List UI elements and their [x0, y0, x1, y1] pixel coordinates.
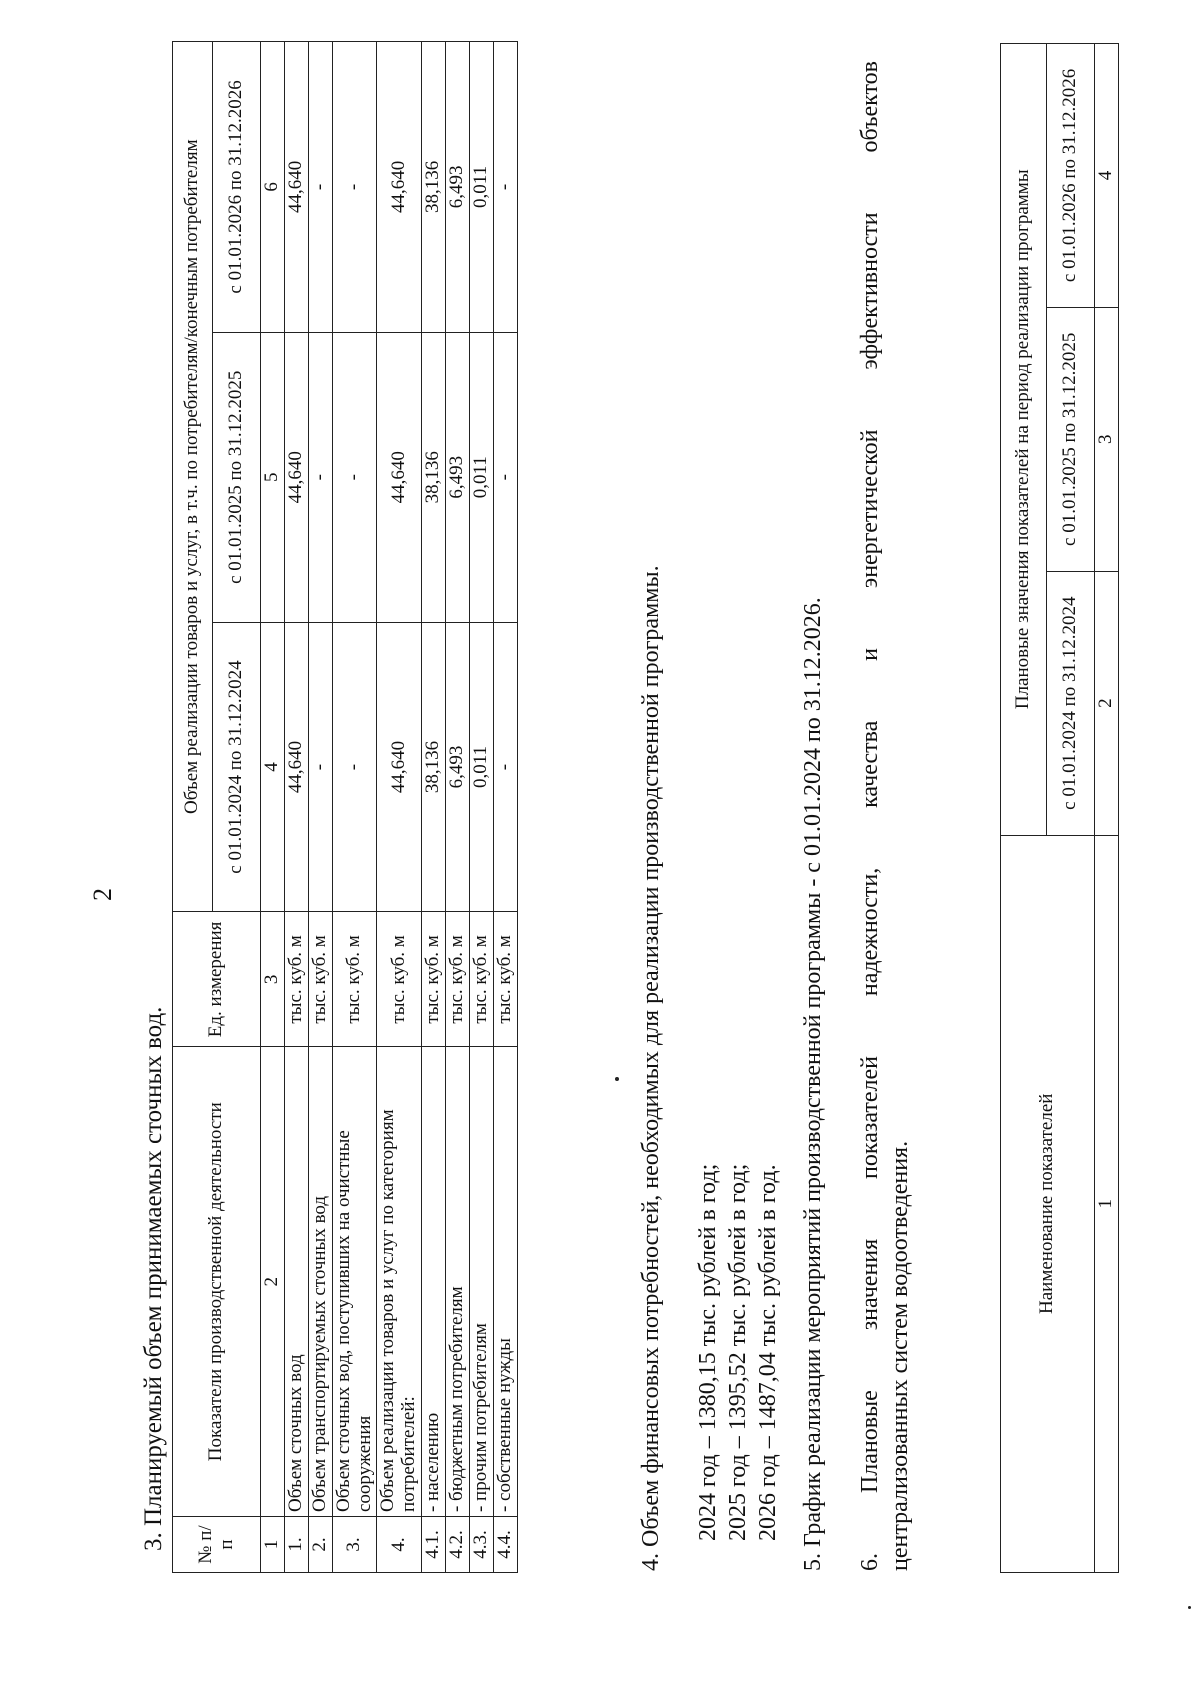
- section6-paragraph: [855, 61, 915, 1571]
- header-period-2026: с 01.01.2026 по 31.12.2026: [213, 42, 261, 333]
- header-num: № п/п: [173, 1517, 261, 1573]
- row-value-2025: 44,640: [377, 332, 422, 622]
- section6-word: значения: [857, 1238, 883, 1331]
- col-number: 5: [261, 332, 285, 622]
- section5-title: 5. График реализации мероприятий производственной программы - с 01.01.2024 по 31.12.2026.: [800, 597, 826, 1571]
- row-value-2025: 44,640: [284, 332, 308, 622]
- column-number-row: [1095, 44, 1119, 1573]
- row-value-2025: -: [308, 332, 332, 622]
- row-value-2025: -: [332, 332, 377, 622]
- row-value-2024: 38,136: [422, 622, 446, 912]
- header-period-2025: с 01.01.2025 по 31.12.2025: [213, 332, 261, 622]
- performance-indicators-table: [1000, 43, 1119, 1573]
- row-name: - прочим потребителям: [470, 1047, 494, 1517]
- table-row: [446, 42, 470, 1573]
- row-value-2026: 6,493: [446, 42, 470, 333]
- row-name: Объем реализации товаров и услуг по категориям потребителей:: [377, 1047, 422, 1517]
- section6-word: объектов: [857, 61, 883, 153]
- table-row: [284, 42, 308, 1573]
- row-value-2024: -: [308, 622, 332, 912]
- header-unit: Ед. измерения: [173, 912, 261, 1047]
- row-name: Объем сточных вод: [284, 1047, 308, 1517]
- row-name: - населению: [422, 1047, 446, 1517]
- section6-word: 6.: [857, 1553, 883, 1571]
- header-period-2024: с 01.01.2024 по 31.12.2024: [1047, 571, 1095, 835]
- row-value-2026: -: [493, 42, 517, 333]
- scan-dot: [615, 1077, 619, 1081]
- row-unit: тыс. куб. м: [493, 912, 517, 1047]
- row-value-2026: 0,011: [470, 42, 494, 333]
- section6-word: качества: [857, 720, 883, 808]
- col-number: 6: [261, 42, 285, 333]
- section4-title: 4. Объем финансовых потребностей, необходимых для реализации производственной программы.: [638, 565, 664, 1571]
- col-number: 2: [1095, 571, 1119, 835]
- row-value-2026: -: [332, 42, 377, 333]
- header-indicator: Показатели производственной деятельности: [173, 1047, 261, 1517]
- section6-line2: централизованных систем водоотведения.: [887, 1140, 913, 1571]
- table-row: [493, 42, 517, 1573]
- table-row: [308, 42, 332, 1573]
- row-unit: тыс. куб. м: [422, 912, 446, 1047]
- row-value-2026: 44,640: [284, 42, 308, 333]
- row-value-2026: -: [308, 42, 332, 333]
- row-num: 4.4.: [493, 1517, 517, 1573]
- wastewater-volume-table: [172, 41, 518, 1573]
- section6-word: эффективности: [857, 212, 883, 370]
- row-num: 1.: [284, 1517, 308, 1573]
- row-value-2024: 6,493: [446, 622, 470, 912]
- row-value-2025: 6,493: [446, 332, 470, 622]
- col-number: 4: [1095, 44, 1119, 308]
- row-value-2026: 38,136: [422, 42, 446, 333]
- header-indicator-name: Наименование показателей: [1001, 835, 1095, 1572]
- row-unit: тыс. куб. м: [308, 912, 332, 1047]
- row-value-2026: 44,640: [377, 42, 422, 333]
- col-number: 3: [1095, 307, 1119, 571]
- row-unit: тыс. куб. м: [332, 912, 377, 1047]
- row-value-2024: 44,640: [284, 622, 308, 912]
- row-unit: тыс. куб. м: [377, 912, 422, 1047]
- row-num: 4.: [377, 1517, 422, 1573]
- header-period-2026: с 01.01.2026 по 31.12.2026: [1047, 44, 1095, 308]
- row-value-2025: 38,136: [422, 332, 446, 622]
- col-number: 1: [261, 1517, 285, 1573]
- row-value-2025: -: [493, 332, 517, 622]
- row-name: - бюджетным потребителям: [446, 1047, 470, 1517]
- financial-needs-list: [693, 1164, 783, 1541]
- row-name: Объем сточных вод, поступивших на очистные сооружения: [332, 1047, 377, 1517]
- col-number: 1: [1095, 835, 1119, 1572]
- column-number-row: [261, 42, 285, 1573]
- header-period-2025: с 01.01.2025 по 31.12.2025: [1047, 307, 1095, 571]
- row-name: Объем транспортируемых сточных вод: [308, 1047, 332, 1517]
- scan-dot: [1188, 1606, 1191, 1609]
- row-num: 2.: [308, 1517, 332, 1573]
- section6-word: Плановые: [857, 1390, 883, 1494]
- page-number: 2: [88, 888, 117, 901]
- financial-line-2026: 2026 год – 1487,04 тыс. рублей в год.: [755, 1164, 781, 1541]
- row-num: 3.: [332, 1517, 377, 1573]
- section6-word: энергетической: [857, 429, 883, 589]
- row-value-2024: -: [332, 622, 377, 912]
- row-name: - собственные нужды: [493, 1047, 517, 1517]
- row-value-2024: 44,640: [377, 622, 422, 912]
- table-row: [377, 42, 422, 1573]
- section6-word: надежности,: [857, 867, 883, 997]
- row-unit: тыс. куб. м: [446, 912, 470, 1047]
- row-value-2025: 0,011: [470, 332, 494, 622]
- section3-title: 3. Планируемый объем принимаемых сточных вод.: [140, 1006, 167, 1551]
- financial-line-2024: 2024 год – 1380,15 тыс. рублей в год;: [695, 1163, 721, 1541]
- row-unit: тыс. куб. м: [284, 912, 308, 1047]
- section6-line1: [855, 61, 885, 1571]
- header-plan-values: Плановые значения показателей на период реализации программы: [1001, 44, 1047, 836]
- col-number: 4: [261, 622, 285, 912]
- row-num: 4.3.: [470, 1517, 494, 1573]
- header-volume-group: Объем реализации товаров и услуг, в т.ч. по потребителям/конечным потребителям: [173, 42, 213, 912]
- section6-word: показателей: [857, 1056, 883, 1179]
- financial-line-2025: 2025 год – 1395,52 тыс. рублей в год;: [725, 1163, 751, 1541]
- header-period-2024: с 01.01.2024 по 31.12.2024: [213, 622, 261, 912]
- section6-word: и: [857, 648, 883, 661]
- row-num: 4.1.: [422, 1517, 446, 1573]
- table-row: [422, 42, 446, 1573]
- col-number: 3: [261, 912, 285, 1047]
- row-value-2024: 0,011: [470, 622, 494, 912]
- row-value-2024: -: [493, 622, 517, 912]
- row-num: 4.2.: [446, 1517, 470, 1573]
- col-number: 2: [261, 1047, 285, 1517]
- row-unit: тыс. куб. м: [470, 912, 494, 1047]
- table-row: [470, 42, 494, 1573]
- table-row: [332, 42, 377, 1573]
